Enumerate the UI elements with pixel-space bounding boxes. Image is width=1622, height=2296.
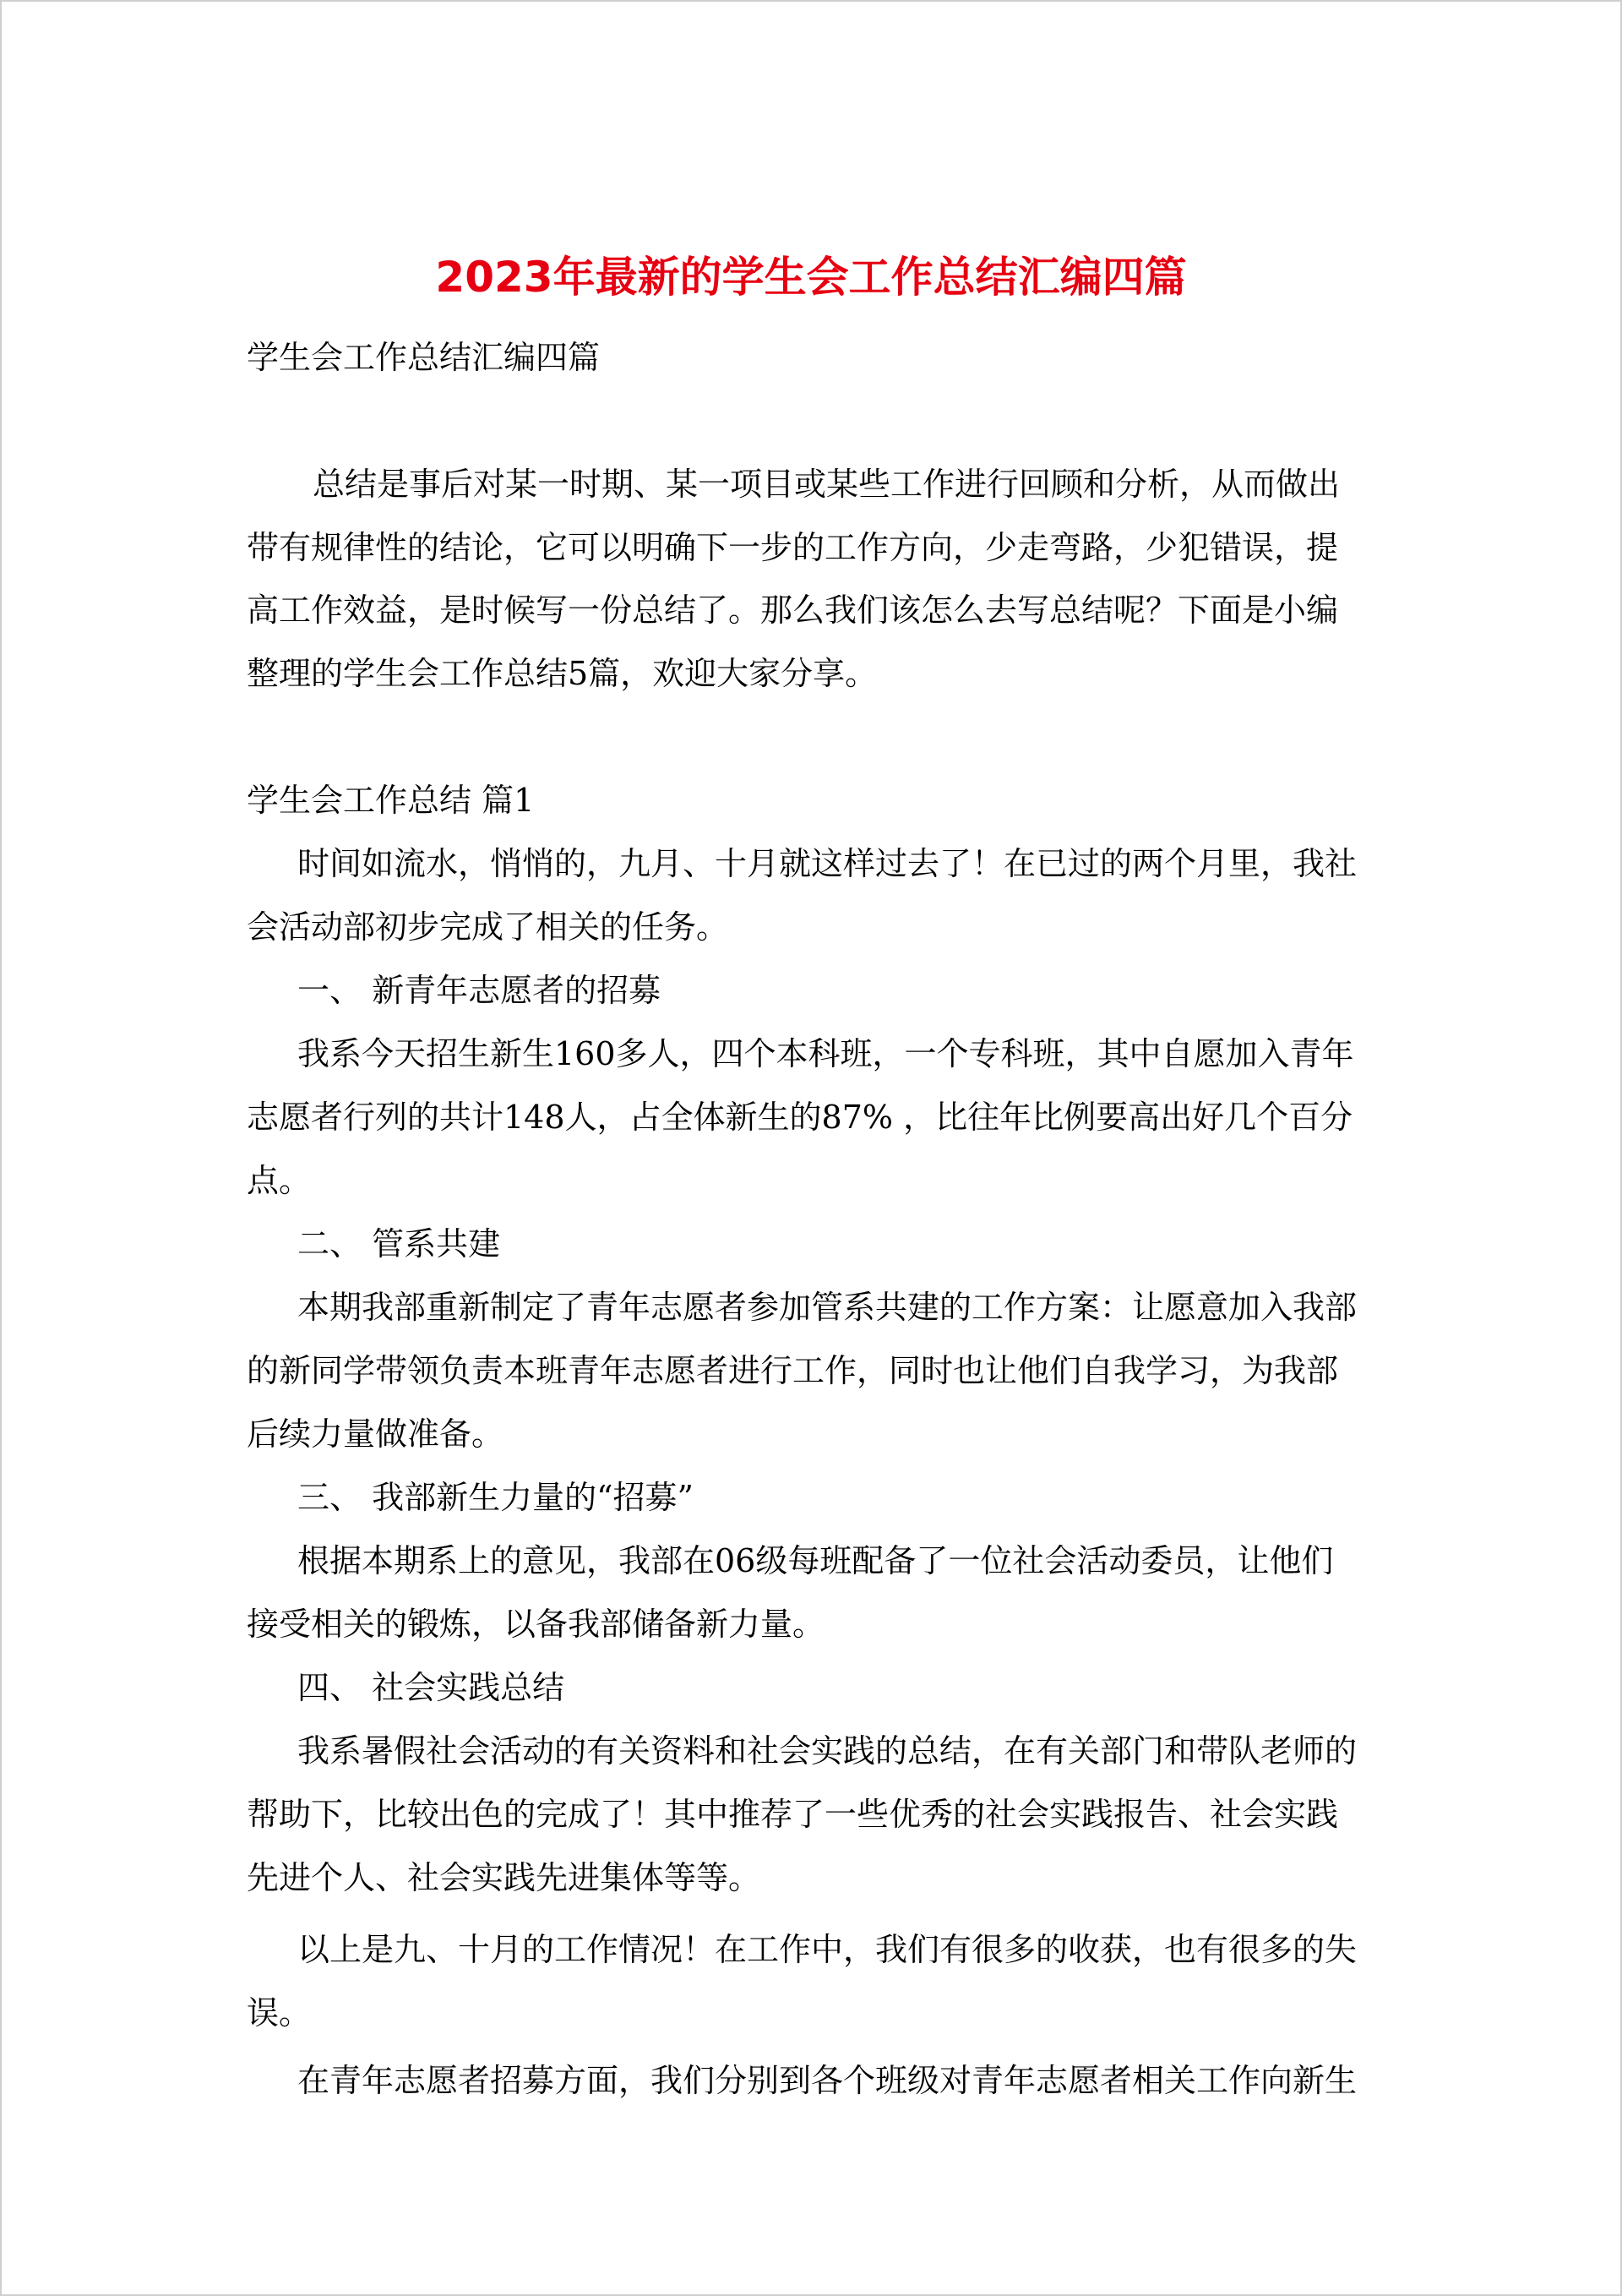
paragraph-line: 误。 <box>247 1994 312 2031</box>
paragraph-line: 根据本期系上的意见，我部在06级每班配备了一位社会活动委员，让他们 <box>297 1542 1334 1579</box>
subheading: 二、 管系共建 <box>297 1225 501 1263</box>
document-subtitle: 学生会工作总结汇编四篇 <box>247 339 601 376</box>
paragraph-line: 会活动部初步完成了相关的任务。 <box>247 908 729 946</box>
paragraph-line: 时间如流水，悄悄的，九月、十月就这样过去了！在已过的两个月里，我社 <box>297 845 1358 882</box>
section-heading: 学生会工作总结 篇1 <box>247 782 535 819</box>
paragraph-line: 以上是九、十月的工作情况！在工作中，我们有很多的收获，也有很多的失 <box>297 1931 1358 1968</box>
paragraph-line: 先进个人、社会实践先进集体等等。 <box>247 1859 761 1896</box>
subheading: 一、 新青年志愿者的招募 <box>297 972 661 1009</box>
subheading: 四、 社会实践总结 <box>297 1669 565 1706</box>
paragraph-line: 帮助下，比较出色的完成了！其中推荐了一些优秀的社会实践报告、社会实践 <box>247 1796 1339 1833</box>
paragraph-line: 我系今天招生新生160多人，四个本科班，一个专科班，其中自愿加入青年 <box>297 1035 1354 1072</box>
paragraph-line: 点。 <box>247 1162 312 1199</box>
document-title: 2023年最新的学生会工作总结汇编四篇 <box>435 253 1187 302</box>
paragraph-line: 接受相关的锻炼，以备我部储备新力量。 <box>247 1606 825 1643</box>
intro-paragraph-line: 总结是事后对某一时期、某一项目或某些工作进行回顾和分析，从而做出 <box>313 466 1341 503</box>
intro-paragraph-line: 高工作效益，是时候写一份总结了。那么我们该怎么去写总结呢？下面是小编 <box>247 592 1339 629</box>
subheading: 三、 我部新生力量的“招募” <box>297 1479 694 1516</box>
paragraph-line: 本期我部重新制定了青年志愿者参加管系共建的工作方案：让愿意加入我部 <box>297 1289 1358 1326</box>
paragraph-line: 志愿者行列的共计148人，占全体新生的87% ，比往年比例要高出好几个百分 <box>247 1099 1353 1136</box>
paragraph-line: 的新同学带领负责本班青年志愿者进行工作，同时也让他们自我学习，为我部 <box>247 1352 1339 1389</box>
intro-paragraph-line: 整理的学生会工作总结5篇，欢迎大家分享。 <box>247 655 878 692</box>
paragraph-line: 我系暑假社会活动的有关资料和社会实践的总结，在有关部门和带队老师的 <box>297 1732 1358 1770</box>
paragraph-line: 在青年志愿者招募方面，我们分别到各个班级对青年志愿者相关工作向新生 <box>297 2062 1358 2099</box>
intro-paragraph-line: 带有规律性的结论，它可以明确下一步的工作方向，少走弯路，少犯错误，提 <box>247 529 1339 566</box>
paragraph-line: 后续力量做准备。 <box>247 1415 504 1453</box>
